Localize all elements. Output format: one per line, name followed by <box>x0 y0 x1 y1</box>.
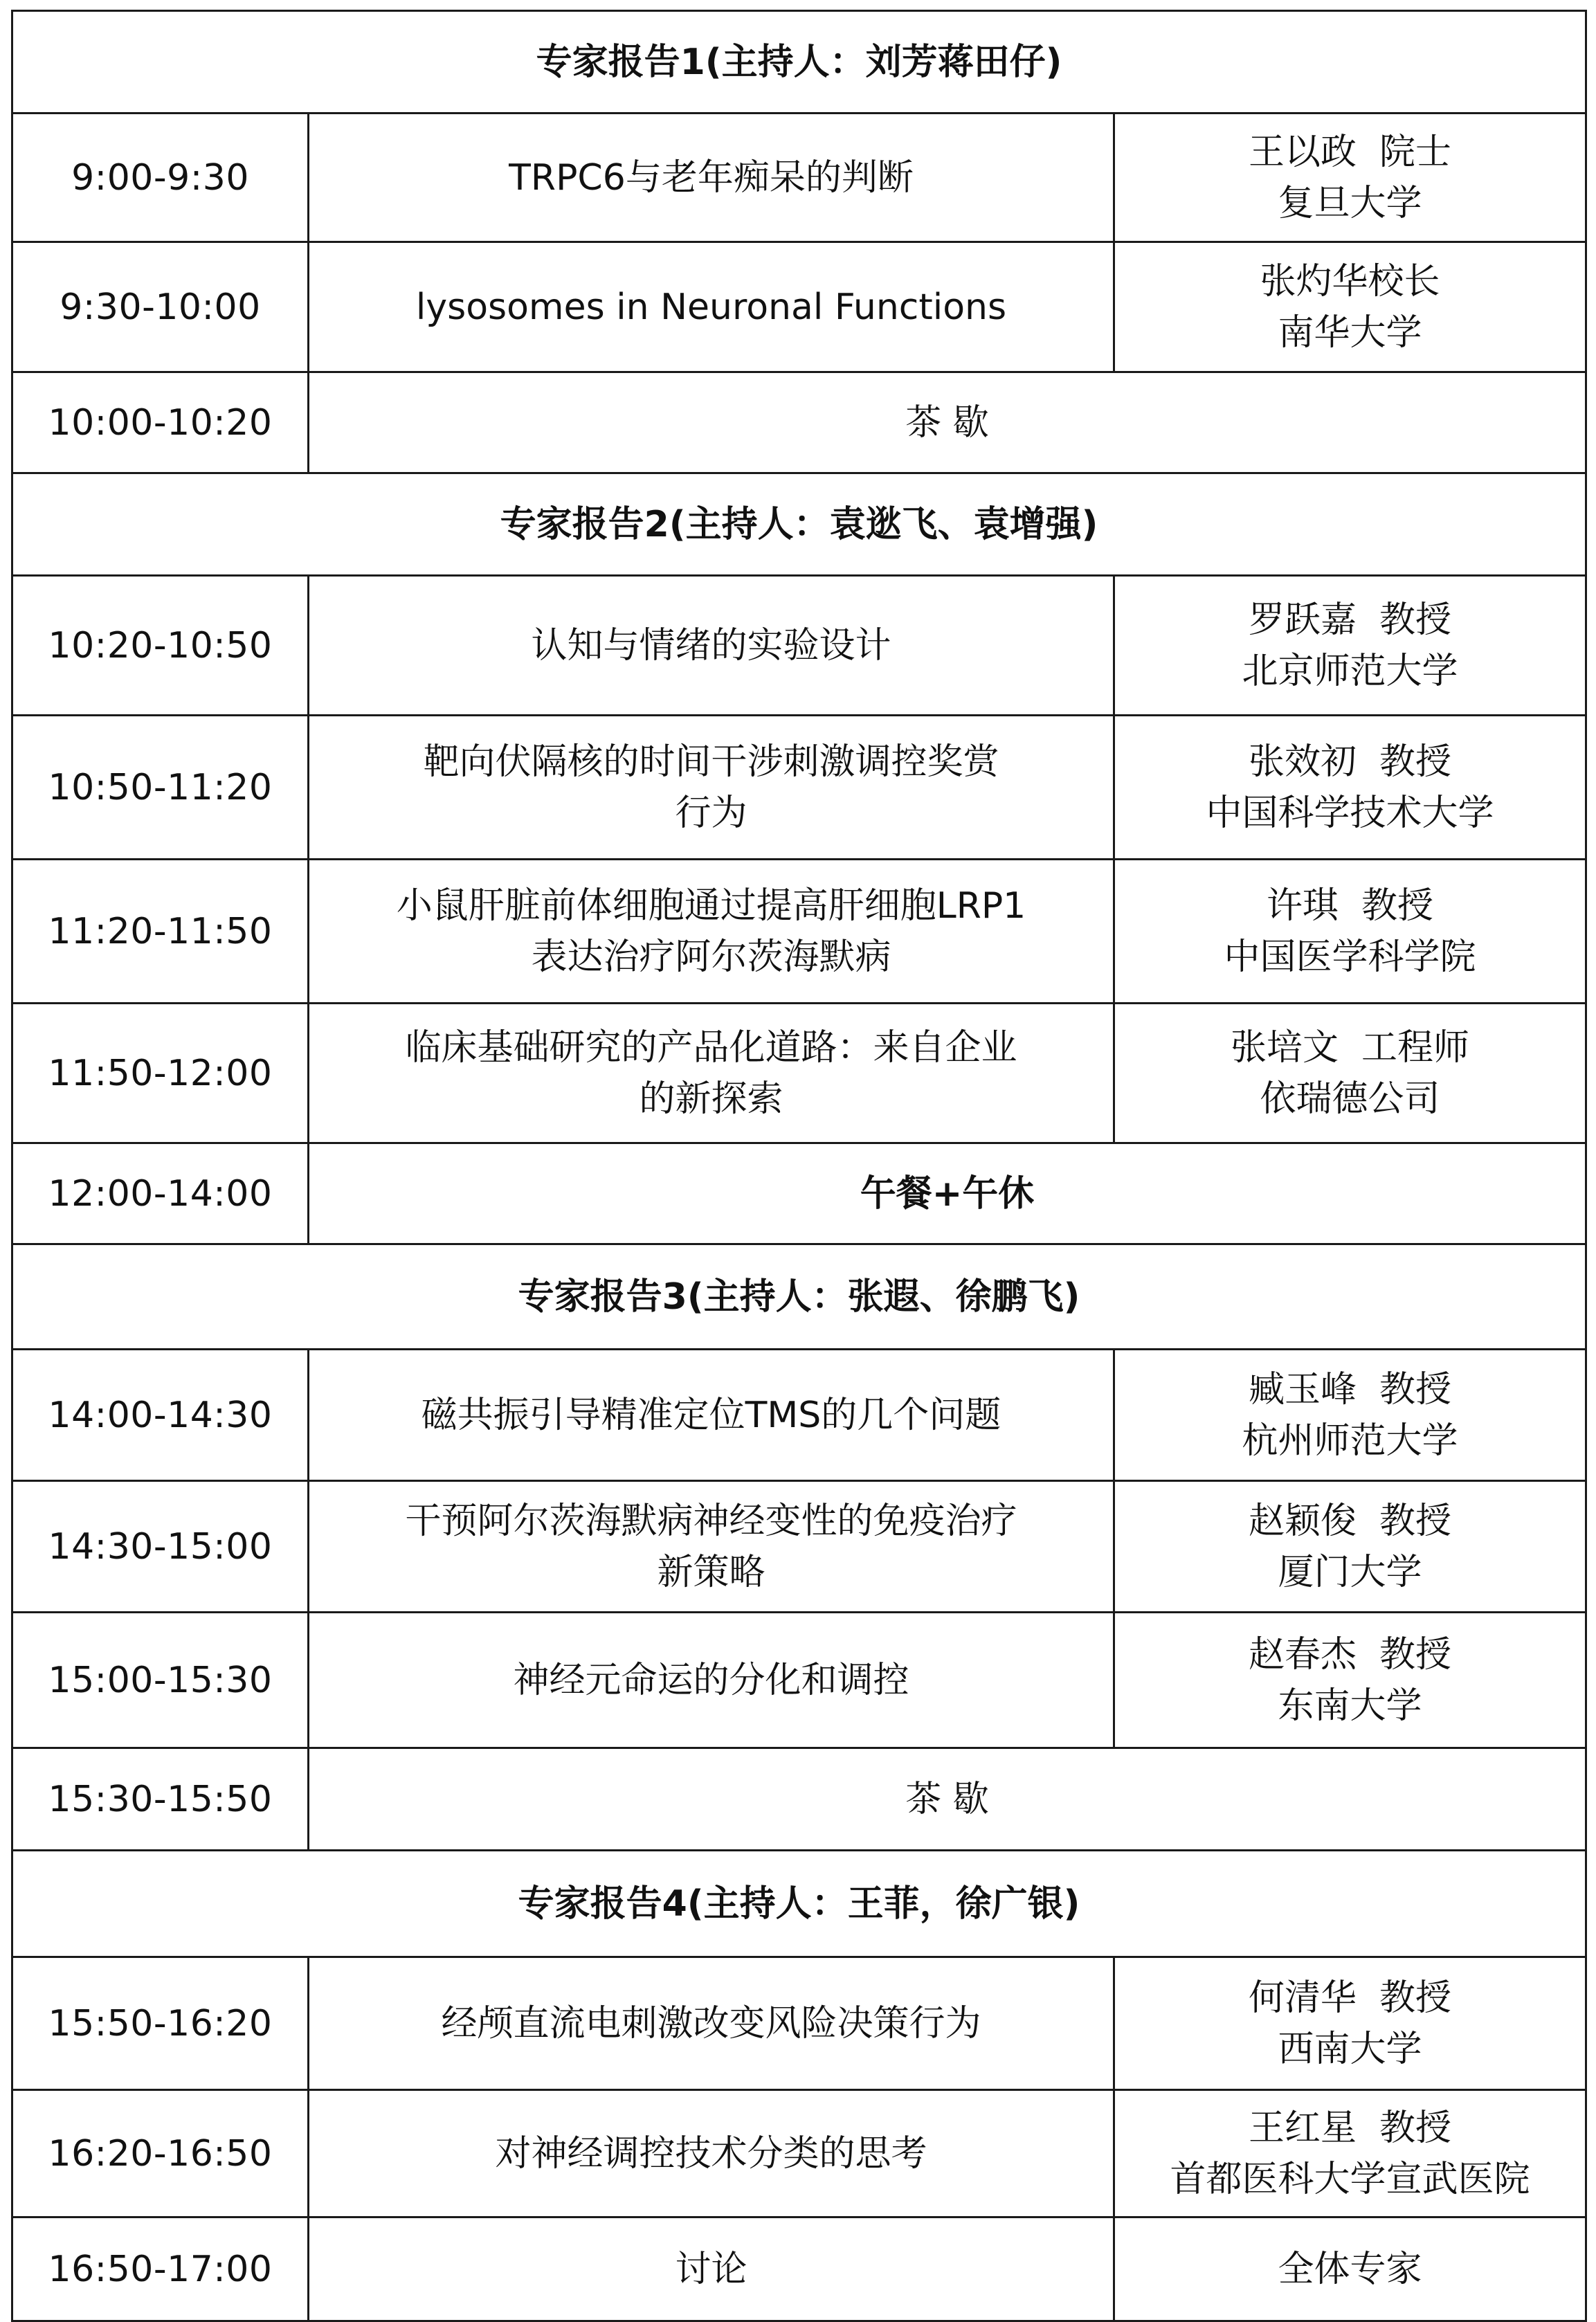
talk-title: 认知与情绪的实验设计 <box>531 624 891 666</box>
speaker-affiliation: 复旦大学 <box>1278 182 1422 224</box>
talk-title-cell <box>309 242 1114 372</box>
speaker-name: 张灼华校长 <box>1260 260 1440 302</box>
session-row <box>12 860 1586 1004</box>
speaker-affiliation: 中国医学科学院 <box>1224 936 1476 978</box>
time-cell: 16:20-16:50 <box>12 2090 309 2217</box>
speaker-name: 王红星 教授 <box>1248 2107 1452 2149</box>
speaker-affiliation: 厦门大学 <box>1278 1551 1422 1593</box>
session-row <box>12 114 1586 242</box>
session-row <box>12 1004 1586 1143</box>
time-cell: 9:00-9:30 <box>12 114 309 242</box>
section-header-row <box>12 1851 1586 1957</box>
session-row <box>12 2217 1586 2321</box>
talk-title-line-1: 靶向伏隔核的时间干涉刺激调控奖赏 <box>423 741 999 783</box>
time-cell: 10:00-10:20 <box>12 372 309 473</box>
speaker-name: 赵春杰 教授 <box>1248 1633 1452 1676</box>
time-cell: 15:50-16:20 <box>12 1957 309 2090</box>
speaker-affiliation: 西南大学 <box>1278 2028 1422 2070</box>
section-header: 专家报告1(主持人：刘芳蒋田仔) <box>12 11 1586 114</box>
session-row <box>12 576 1586 716</box>
talk-title-line-2: 表达治疗阿尔茨海默病 <box>531 936 891 978</box>
talk-title-line-1: 临床基础研究的产品化道路：来自企业 <box>405 1026 1017 1069</box>
talk-title-line-2: 新策略 <box>657 1551 765 1593</box>
speaker-affiliation: 中国科学技术大学 <box>1206 792 1494 834</box>
speaker-affiliation: 南华大学 <box>1278 311 1422 354</box>
talk-title-cell <box>309 1350 1114 1481</box>
speaker-name: 王以政 院士 <box>1248 131 1452 173</box>
session-row <box>12 1350 1586 1481</box>
speaker-cell <box>1114 576 1586 716</box>
speaker-cell <box>1114 1350 1586 1481</box>
speaker-name: 许琪 教授 <box>1266 885 1434 927</box>
speaker-cell <box>1114 2090 1586 2217</box>
section-header: 专家报告3(主持人：张遐、徐鹏飞) <box>12 1244 1586 1350</box>
speaker-affiliation: 首都医科大学宣武医院 <box>1170 2158 1530 2200</box>
speaker-cell <box>1114 114 1586 242</box>
talk-title-cell <box>309 2217 1114 2321</box>
talk-title-cell <box>309 860 1114 1004</box>
section-header-row <box>12 1244 1586 1350</box>
talk-title-line-2: 行为 <box>675 792 747 834</box>
break-row <box>12 1748 1586 1851</box>
talk-title-cell <box>309 1957 1114 2090</box>
time-cell: 15:30-15:50 <box>12 1748 309 1851</box>
session-row <box>12 1957 1586 2090</box>
speaker-cell <box>1114 1957 1586 2090</box>
talk-title-cell <box>309 114 1114 242</box>
time-cell: 14:30-15:00 <box>12 1481 309 1613</box>
time-cell: 14:00-14:30 <box>12 1350 309 1481</box>
time-cell: 10:50-11:20 <box>12 716 309 860</box>
session-row <box>12 2090 1586 2217</box>
speaker-name: 何清华 教授 <box>1248 1977 1452 2019</box>
session-row <box>12 1481 1586 1613</box>
talk-title: 经颅直流电刺激改变风险决策行为 <box>441 2002 981 2044</box>
time-cell: 10:20-10:50 <box>12 576 309 716</box>
speaker-cell <box>1114 1481 1586 1613</box>
lunch-row <box>12 1143 1586 1244</box>
talk-title: TRPC6与老年痴呆的判断 <box>509 156 914 199</box>
section-header-row <box>12 473 1586 576</box>
session-row <box>12 716 1586 860</box>
section-header-row <box>12 11 1586 114</box>
time-cell: 16:50-17:00 <box>12 2217 309 2321</box>
session-row <box>12 1613 1586 1748</box>
break-row <box>12 372 1586 473</box>
talk-title-line-1: 干预阿尔茨海默病神经变性的免疫治疗 <box>405 1500 1017 1542</box>
speaker-cell <box>1114 860 1586 1004</box>
time-cell: 9:30-10:00 <box>12 242 309 372</box>
talk-title-cell <box>309 576 1114 716</box>
schedule-table <box>11 10 1587 2322</box>
speaker-cell <box>1114 2217 1586 2321</box>
section-header: 专家报告4(主持人：王菲，徐广银) <box>12 1851 1586 1957</box>
talk-title: 神经元命运的分化和调控 <box>513 1659 909 1701</box>
break-label: 茶 歇 <box>309 372 1586 473</box>
talk-title: lysosomes in Neuronal Functions <box>415 286 1007 328</box>
speaker-cell <box>1114 1004 1586 1143</box>
speaker-affiliation: 杭州师范大学 <box>1242 1419 1458 1462</box>
speaker-cell <box>1114 1613 1586 1748</box>
talk-title-cell <box>309 1481 1114 1613</box>
break-label: 茶 歇 <box>309 1748 1586 1851</box>
talk-title: 对神经调控技术分类的思考 <box>495 2132 927 2175</box>
speaker-affiliation: 依瑞德公司 <box>1260 1078 1440 1120</box>
speaker-name: 罗跃嘉 教授 <box>1248 599 1452 641</box>
speaker-affiliation: 北京师范大学 <box>1242 650 1458 692</box>
talk-title-line-2: 的新探索 <box>639 1078 783 1120</box>
speaker-name: 臧玉峰 教授 <box>1248 1368 1452 1411</box>
time-cell: 12:00-14:00 <box>12 1143 309 1244</box>
talk-title-cell <box>309 2090 1114 2217</box>
speaker-name: 张培文 工程师 <box>1230 1026 1470 1069</box>
time-cell: 11:50-12:00 <box>12 1004 309 1143</box>
talk-title: 讨论 <box>675 2248 747 2290</box>
time-cell: 15:00-15:30 <box>12 1613 309 1748</box>
speaker-affiliation: 东南大学 <box>1278 1685 1422 1727</box>
talk-title-cell <box>309 1004 1114 1143</box>
speaker-cell <box>1114 716 1586 860</box>
speaker-cell <box>1114 242 1586 372</box>
speaker-name: 全体专家 <box>1278 2248 1422 2290</box>
time-cell: 11:20-11:50 <box>12 860 309 1004</box>
talk-title-cell <box>309 1613 1114 1748</box>
talk-title-line-1: 小鼠肝脏前体细胞通过提高肝细胞LRP1 <box>396 885 1026 927</box>
talk-title-cell <box>309 716 1114 860</box>
section-header: 专家报告2(主持人：袁逖飞、袁增强) <box>12 473 1586 576</box>
lunch-label: 午餐+午休 <box>309 1143 1586 1244</box>
session-row <box>12 242 1586 372</box>
speaker-name: 张效初 教授 <box>1248 741 1452 783</box>
speaker-name: 赵颖俊 教授 <box>1248 1500 1452 1542</box>
talk-title: 磁共振引导精准定位TMS的几个问题 <box>421 1394 1001 1436</box>
